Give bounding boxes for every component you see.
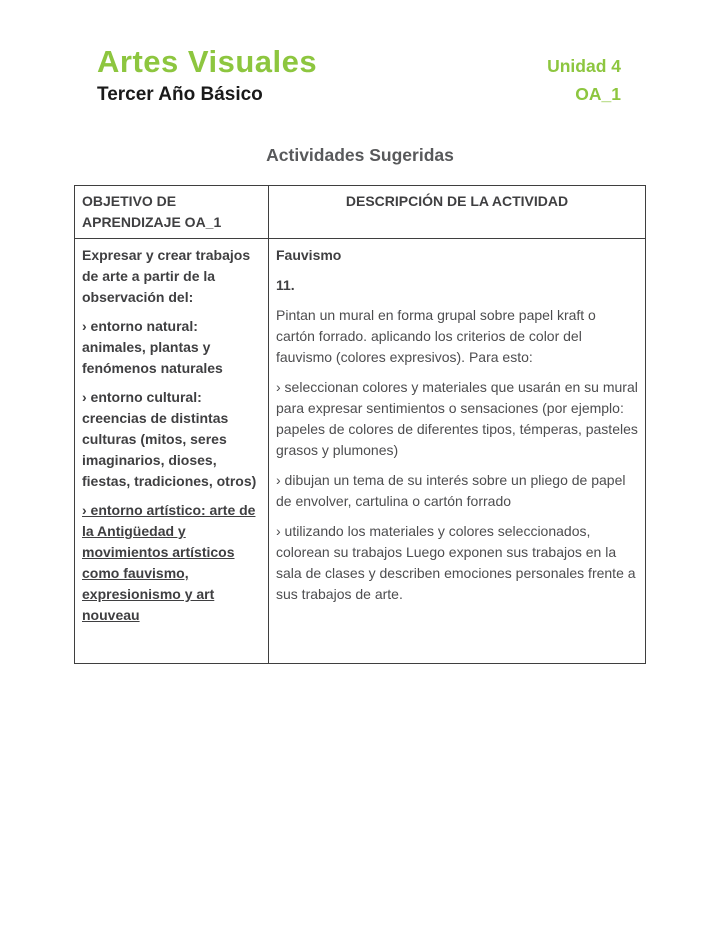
activity-number: 11.	[276, 277, 295, 293]
activity-topic: Fauvismo	[276, 247, 342, 263]
course-title: Artes Visuales	[97, 44, 318, 79]
table-header-row	[75, 186, 646, 239]
section-title: Actividades Sugeridas	[266, 145, 454, 165]
objective-intro: Expresar y crear trabajos de arte a partir de la observación del:	[82, 247, 251, 305]
objective-cell	[75, 239, 269, 664]
unit-block	[547, 52, 621, 108]
activity-step: › seleccionan colores y materiales que usarán en su mural para expresar sentimientos o sensaciones (por ejemplo: papeles de colores de diferentes tipos, témperas, pasteles grasos y plumones)	[276, 379, 638, 458]
table-body-row	[75, 239, 646, 664]
activity-step: › dibujan un tema de su interés sobre un pliego de papel de envolver, cartulina o cartón forrado	[276, 472, 626, 509]
objective-item-artistico: › entorno artístico: arte de la Antigüedad y movimientos artísticos como fauvismo, expresionismo y art nouveau	[82, 502, 256, 623]
objective-column-header: OBJETIVO DE APRENDIZAJE OA_1	[75, 186, 269, 239]
activity-step: › utilizando los materiales y colores seleccionados, colorean su trabajos Luego exponen sus trabajos en la sala de clases y describen emociones personales frente a sus trabajos de arte.	[276, 523, 636, 602]
unit-label: Unidad 4	[547, 56, 621, 76]
objective-item-cultural: › entorno cultural: creencias de distintas culturas (mitos, seres imaginarios, dioses, fiestas, tradiciones, otros)	[82, 389, 257, 489]
grade-level: Tercer Año Básico	[97, 84, 263, 105]
description-column-header: DESCRIPCIÓN DE LA ACTIVIDAD	[269, 186, 646, 239]
objective-item-natural: › entorno natural: animales, plantas y fenómenos naturales	[82, 318, 223, 376]
document-header	[97, 44, 621, 108]
activities-table	[74, 185, 646, 664]
brand-block	[97, 44, 317, 106]
oa-label: OA_1	[575, 84, 621, 104]
activity-intro: Pintan un mural en forma grupal sobre papel kraft o cartón forrado. aplicando los criterios de color del fauvismo (colores expresivos). Para esto:	[276, 307, 596, 365]
activity-cell	[269, 239, 646, 664]
